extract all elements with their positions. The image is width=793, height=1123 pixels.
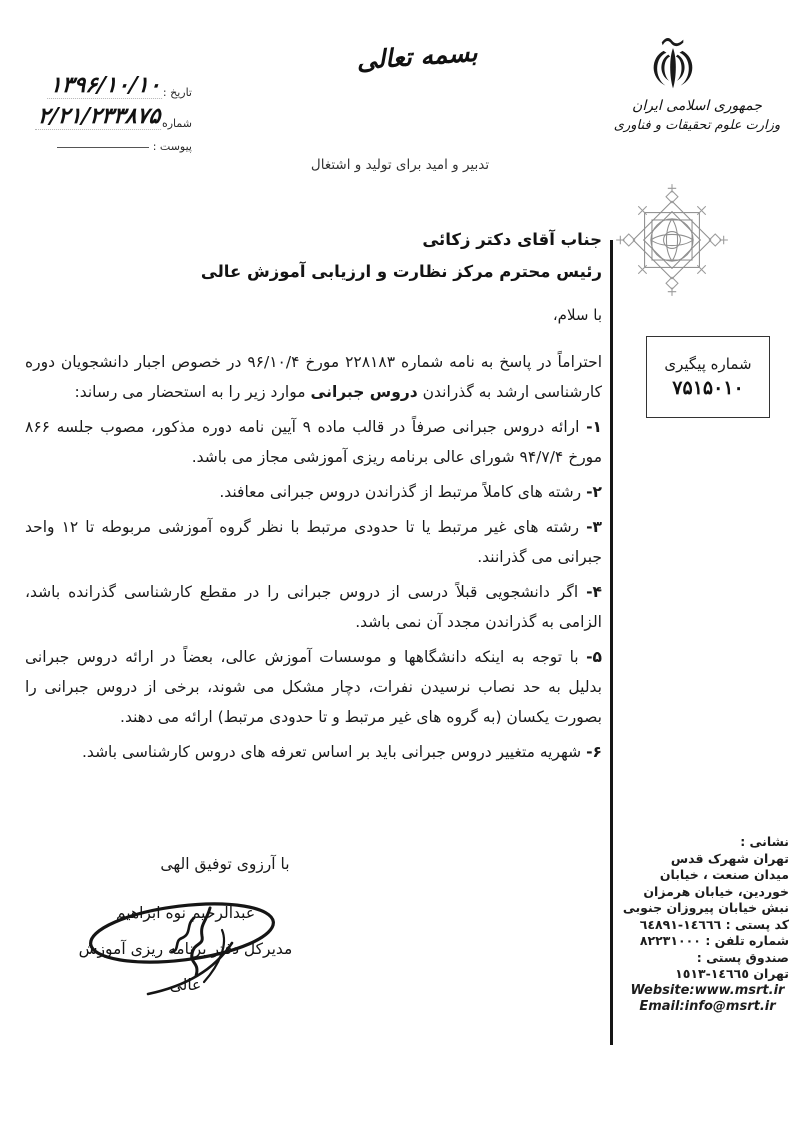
item-text: شهریه متغییر دروس جبرانی باید بر اساس تعرفه های دروس کارشناسی باشد. bbox=[82, 743, 582, 761]
postal-code-line bbox=[626, 917, 789, 934]
ministry-name-block bbox=[606, 96, 788, 136]
gov-line-1: جمهوری اسلامی ایران bbox=[632, 98, 762, 114]
recipient-name: جناب آقای دکتر زکائی bbox=[422, 230, 602, 249]
year-slogan: تدبیر و امید برای تولید و اشتغال bbox=[310, 157, 490, 173]
postal-code-label: کد پستی : bbox=[725, 916, 789, 932]
attachment-label: پیوست : bbox=[152, 140, 192, 153]
list-item bbox=[25, 477, 602, 507]
item-number: ۴- bbox=[586, 583, 602, 601]
iran-emblem-icon bbox=[643, 34, 703, 94]
number-label: شماره bbox=[161, 117, 192, 130]
recipient-block bbox=[25, 224, 602, 324]
item-number: ۳- bbox=[586, 518, 602, 536]
phone-line bbox=[626, 933, 789, 950]
item-number: ۵- bbox=[586, 648, 602, 666]
item-text: با توجه به اینکه دانشگاهها و موسسات آموزش عالی، بعضاً در ارائه دروس جبرانی بدلیل به حد نصاب نرسیدن نفرات، دچار مشکل می شوند، برخی از دروس جبرانی را بصورت یکسان (به گروه های غیر مرتبط و تا حدودی مرتبط) ارائه می دهند. bbox=[25, 648, 602, 726]
closing-phrase: با آرزوی توفیق الهی bbox=[160, 855, 290, 873]
signatory-block bbox=[78, 895, 293, 1003]
email-line: Email:info@msrt.ir bbox=[639, 999, 776, 1014]
phone-value: ٨٢٢٣١٠٠٠ bbox=[639, 933, 701, 948]
date-row bbox=[14, 72, 194, 99]
address-line: میدان صنعت ، خیابان bbox=[659, 867, 789, 882]
address-line: نبش خیابان پیروزان جنوبی bbox=[622, 900, 789, 915]
footer-address-block bbox=[622, 834, 789, 1016]
item-text: اگر دانشجویی قبلاً درسی از دروس جبرانی را در مقطع کارشناسی گذرانده باشد، الزامی به گذراندن مجدد آن نمی باشد. bbox=[25, 583, 602, 631]
salutation: با سلام، bbox=[552, 306, 602, 324]
tracking-label: شماره پیگیری bbox=[664, 355, 752, 373]
list-item bbox=[25, 737, 602, 767]
signatory-name: عبدالرحیم نوه ابراهیم bbox=[115, 904, 256, 922]
pobox-line bbox=[626, 966, 789, 983]
list-item bbox=[25, 642, 602, 732]
pobox-value: ١٤٦٦٥-١٥١٣ bbox=[675, 966, 749, 981]
list-item bbox=[25, 577, 602, 637]
date-value-handwritten: ۱۳۹۶/۱۰/۱۰ bbox=[47, 72, 163, 99]
phone-label: شماره تلفن : bbox=[705, 933, 789, 948]
pobox-city: تهران bbox=[753, 966, 789, 981]
date-label: تاریخ : bbox=[162, 86, 192, 99]
attachment-blank-line bbox=[57, 146, 149, 148]
intro-text-bold: دروس جبرانی bbox=[310, 383, 418, 401]
item-number: ۲- bbox=[586, 483, 602, 501]
recipient-title: رئیس محترم مرکز نظارت و ارزیابی آموزش عالی bbox=[200, 262, 602, 281]
intro-paragraph bbox=[25, 347, 602, 407]
address-line: خوردین، خیابان هرمزان bbox=[643, 883, 789, 899]
intro-text-after: موارد زیر را به استحضار می رساند: bbox=[74, 383, 311, 401]
number-row bbox=[14, 103, 194, 130]
list-item bbox=[25, 512, 602, 572]
attachment-row bbox=[14, 140, 194, 153]
intro-text-before: احتراماً در پاسخ به نامه شماره ۲۲۸۱۸۳ مورخ ۹۶/۱۰/۴ در خصوص اجبار دانشجویان دوره کارشناسی ارشد به گذراندن bbox=[25, 353, 603, 401]
signatory-title: مدیرکل دفتر برنامه ریزی آموزش عالی bbox=[78, 940, 293, 994]
address-line: تهران شهرک قدس bbox=[670, 850, 789, 866]
list-item bbox=[25, 412, 602, 472]
gov-line-2: وزارت علوم تحقیقات و فناوری bbox=[613, 118, 781, 133]
item-number: ۱- bbox=[586, 418, 602, 436]
website-line: Website:www.msrt.ir bbox=[630, 982, 785, 998]
item-number: ۶- bbox=[586, 743, 602, 761]
item-text: رشته های غیر مرتبط یا تا حدودی مرتبط با نظر گروه آموزشی مربوطه تا ۱۲ واحد جبرانی می گذرانند. bbox=[25, 518, 602, 566]
tracking-number: ۷۵۱۵۰۱۰ bbox=[672, 377, 744, 399]
item-text: ارائه دروس جبرانی صرفاً در قالب ماده ۹ آیین نامه دوره مذکور، مصوب جلسه ۸۶۶ مورخ ۹۴/۷/۴ شورای عالی برنامه ریزی آموزشی مجاز می باشد. bbox=[25, 418, 602, 466]
pobox-label: صندوق پستی : bbox=[696, 949, 789, 965]
vertical-divider-line bbox=[610, 240, 613, 1045]
postal-code-value: ١٤٦٦٦-٦٤٨٩١ bbox=[639, 916, 722, 932]
besmele-calligraphy: بسمه تعالی bbox=[355, 37, 479, 76]
number-value-handwritten: ۲/۲۱/۲۳۳۸۷۵ bbox=[35, 103, 163, 130]
tracking-number-box bbox=[646, 336, 770, 418]
letter-body bbox=[25, 347, 602, 772]
item-text: رشته های کاملاً مرتبط از گذراندن دروس جبرانی معافند. bbox=[219, 483, 582, 501]
address-label: نشانی : bbox=[740, 834, 789, 849]
ornamental-star-icon bbox=[614, 180, 730, 300]
letterhead-meta-block bbox=[14, 72, 194, 153]
